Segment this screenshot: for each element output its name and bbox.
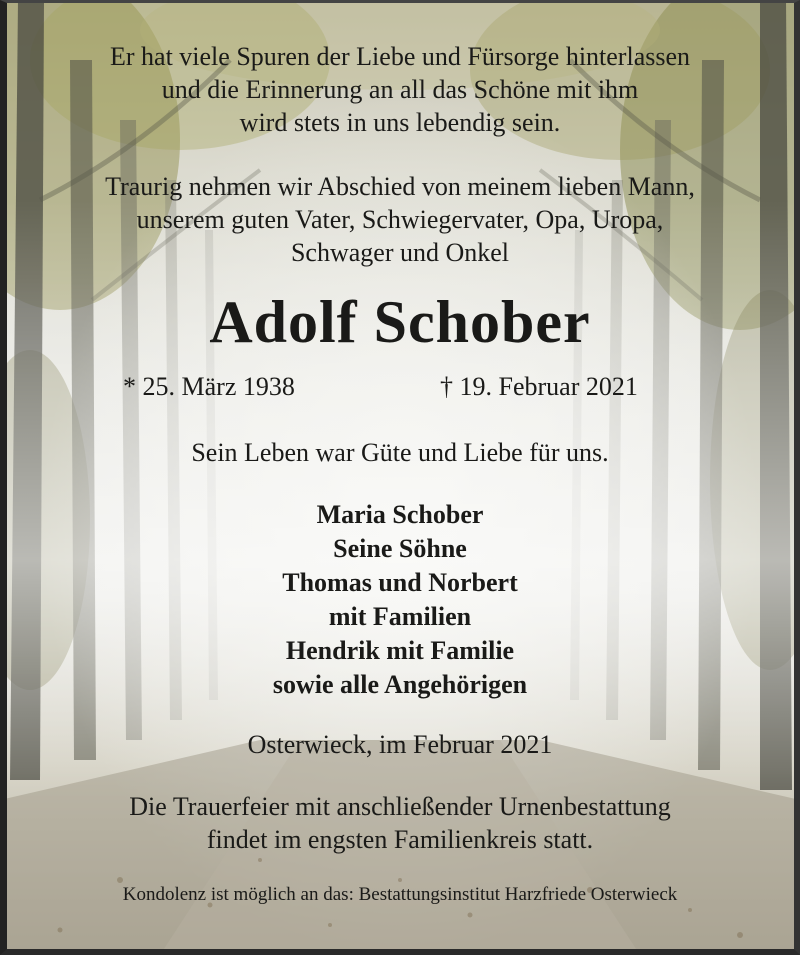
- farewell-line-2: unserem guten Vater, Schwiegervater, Opa, Uropa,: [136, 205, 664, 234]
- deceased-name: Adolf Schober: [209, 289, 591, 355]
- funeral-note-line-2: findet im engsten Familienkreis statt.: [206, 825, 594, 854]
- funeral-note-line-1: Die Trauerfeier mit anschließender Urnenbestattung: [129, 792, 671, 821]
- birth-date: * 25. März 1938: [123, 372, 295, 401]
- mourner-2: Seine Söhne: [333, 534, 467, 563]
- place-date: Osterwieck, im Februar 2021: [247, 730, 553, 759]
- intro-line-2: und die Erinnerung an all das Schöne mit ihm: [161, 75, 639, 104]
- farewell-line-3: Schwager und Onkel: [290, 238, 510, 267]
- mourner-5: Hendrik mit Familie: [285, 636, 515, 665]
- mourner-1: Maria Schober: [316, 500, 484, 529]
- condolence-note: Kondolenz ist möglich an das: Bestattungsinstitut Harzfriede Osterwieck: [122, 884, 678, 905]
- mourner-3: Thomas und Norbert: [282, 568, 518, 597]
- intro-line-3: wird stets in uns lebendig sein.: [239, 108, 561, 137]
- farewell-line-1: Traurig nehmen wir Abschied von meinem lieben Mann,: [105, 172, 695, 201]
- death-date: † 19. Februar 2021: [440, 372, 638, 401]
- intro-line-1: Er hat viele Spuren der Liebe und Fürsorge hinterlassen: [109, 42, 691, 71]
- mourner-6: sowie alle Angehörigen: [272, 670, 528, 699]
- tribute-text: Sein Leben war Güte und Liebe für uns.: [191, 438, 609, 467]
- mourner-4: mit Familien: [328, 602, 472, 631]
